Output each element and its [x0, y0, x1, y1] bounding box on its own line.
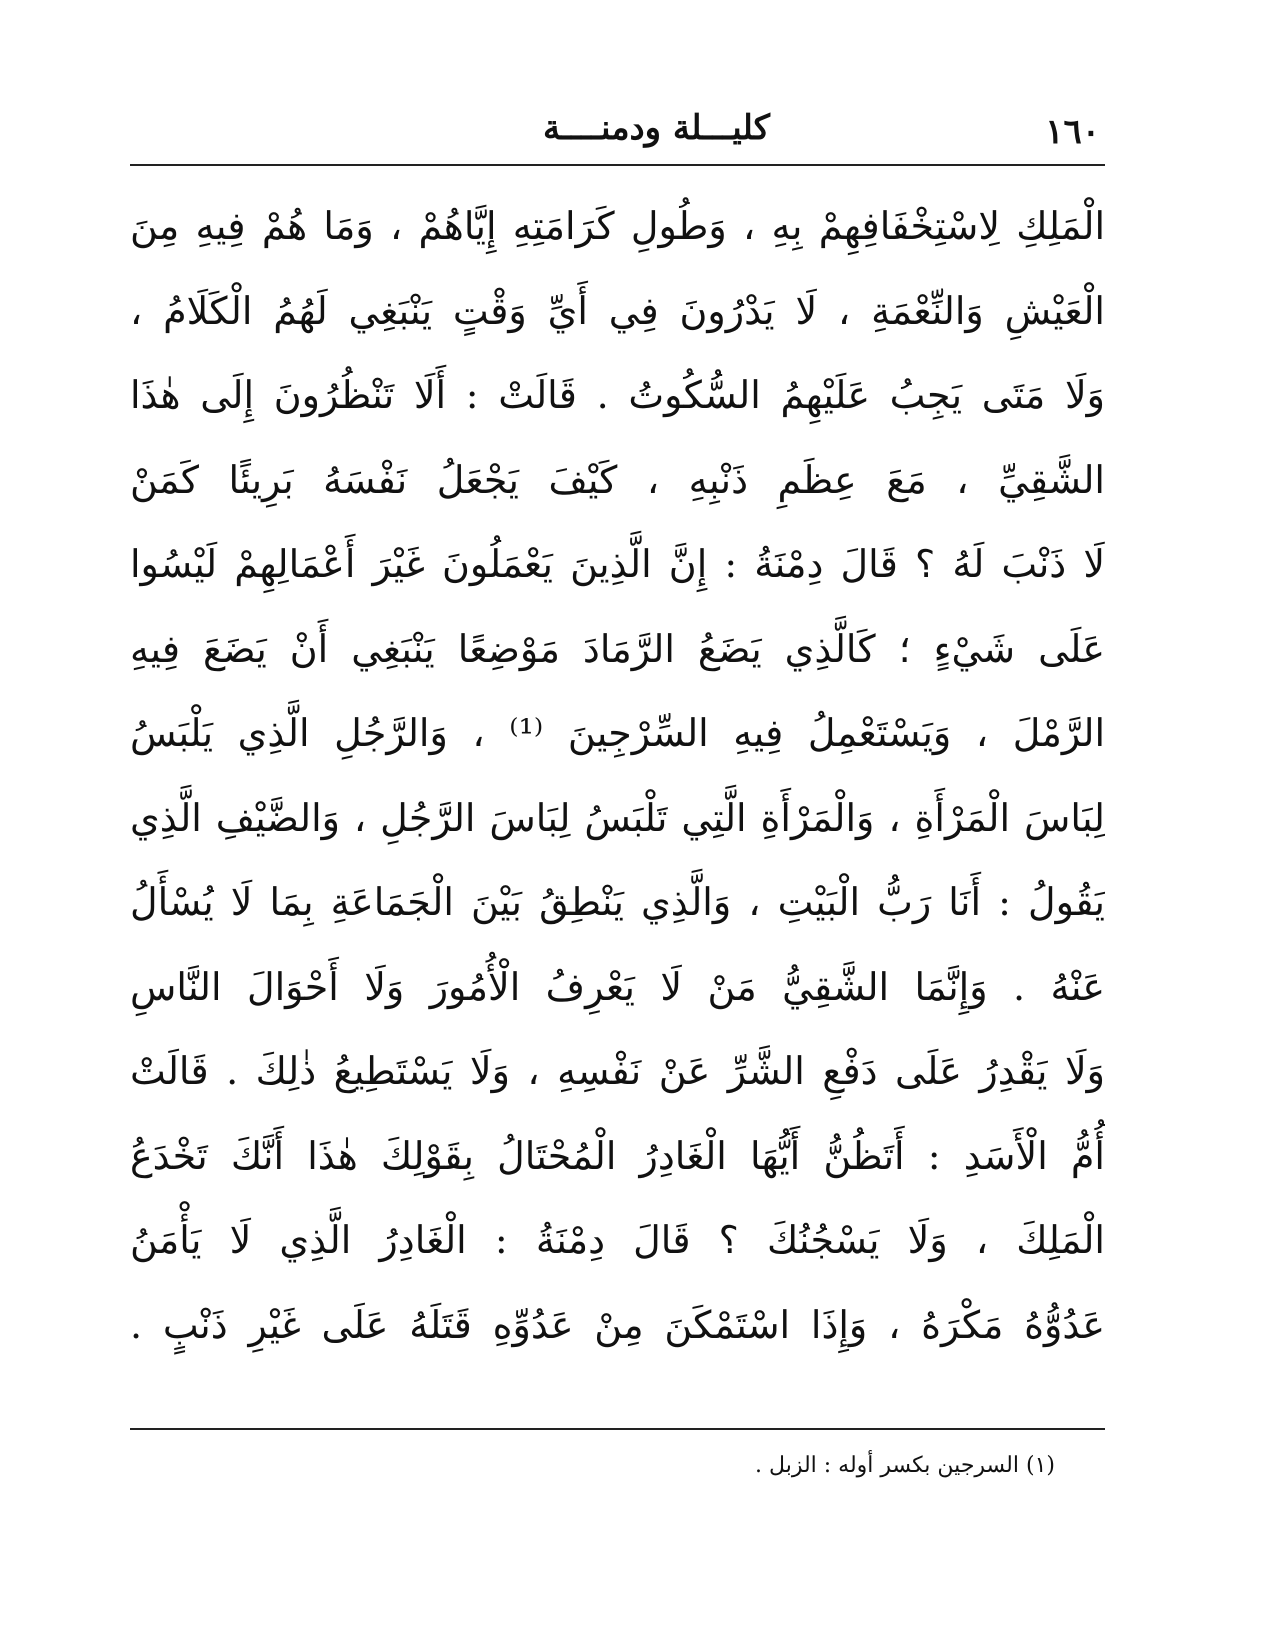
text-line: الْمَلِكَ ، وَلَا يَسْجُنُكَ ؟ قَالَ دِمْنَةُ : الْغَادِرُ الَّذِي لَا يَأْمَنُ — [130, 1218, 1105, 1262]
text-line: لِبَاسَ الْمَرْأَةِ ، وَالْمَرْأَةِ الَّتِي تَلْبَسُ لِبَاسَ الرَّجُلِ ، وَالضَّيْفِ الَّذِي — [130, 795, 1105, 840]
text-line: عَلَى شَيْءٍ ؛ كَالَّذِي يَضَعُ الرَّمَادَ مَوْضِعًا يَنْبَغِي أَنْ يَضَعَ فِيهِ — [130, 626, 1105, 671]
text-line: أُمُّ الْأَسَدِ : أَتَظُنُّ أَيُّهَا الْغَادِرُ الْمُحْتَالُ بِقَوْلِكَ هٰذَا أَنَّكَ تَخْدَعُ — [130, 1133, 1105, 1178]
text-line: عَنْهُ . وَإِنَّمَا الشَّقِيُّ مَنْ لَا يَعْرِفُ الْأُمُورَ وَلَا أَحْوَالَ النَّاسِ — [130, 964, 1105, 1009]
text-line: وَلَا مَتَى يَجِبُ عَلَيْهِمُ السُّكُوتُ . قَالَتْ : أَلَا تَنْظُرُونَ إِلَى هٰذَا — [130, 373, 1105, 417]
footnote: (١) السرجين بكسر أوله : الزبل . — [755, 1453, 1055, 1478]
footnote-rule — [130, 1428, 1105, 1430]
text-line: الْمَلِكِ لِاسْتِخْفَافِهِمْ بِهِ ، وَطُولِ كَرَامَتِهِ إِيَّاهُمْ ، وَمَا هُمْ فِيهِ مِنَ — [130, 204, 1105, 248]
text-line: يَقُولُ : أَنَا رَبُّ الْبَيْتِ ، وَالَّذِي يَنْطِقُ بَيْنَ الْجَمَاعَةِ بِمَا لَا يُسْأَلُ — [130, 880, 1105, 924]
page-header — [135, 100, 1100, 160]
text-line: عَدُوُّهُ مَكْرَهُ ، وَإِذَا اسْتَمْكَنَ مِنْ عَدُوِّهِ قَتَلَهُ عَلَى غَيْرِ ذَنْبٍ . — [130, 1302, 1105, 1347]
text-line: وَلَا يَقْدِرُ عَلَى دَفْعِ الشَّرِّ عَنْ نَفْسِهِ ، وَلَا يَسْتَطِيعُ ذٰلِكَ . قَالَتْ — [130, 1049, 1105, 1093]
text-line: الْعَيْشِ وَالنِّعْمَةِ ، لَا يَدْرُونَ فِي أَيِّ وَقْتٍ يَنْبَغِي لَهُمُ الْكَلَامُ ، — [130, 288, 1105, 333]
page-number: ١٦٠ — [1045, 112, 1100, 152]
body-text — [130, 184, 1105, 1367]
running-title: كليـــلة ودمنــــة — [542, 108, 770, 148]
text-line: الرَّمْلَ ، وَيَسْتَعْمِلُ فِيهِ السِّرْجِينَ ⁽¹⁾ ، وَالرَّجُلِ الَّذِي يَلْبَسُ — [130, 711, 1105, 755]
text-line: الشَّقِيِّ ، مَعَ عِظَمِ ذَنْبِهِ ، كَيْفَ يَجْعَلُ نَفْسَهُ بَرِيئًا كَمَنْ — [130, 457, 1105, 502]
text-line: لَا ذَنْبَ لَهُ ؟ قَالَ دِمْنَةُ : إِنَّ الَّذِينَ يَعْمَلُونَ غَيْرَ أَعْمَالِهِمْ لَيْسُوا — [130, 542, 1105, 586]
header-rule — [130, 164, 1105, 166]
